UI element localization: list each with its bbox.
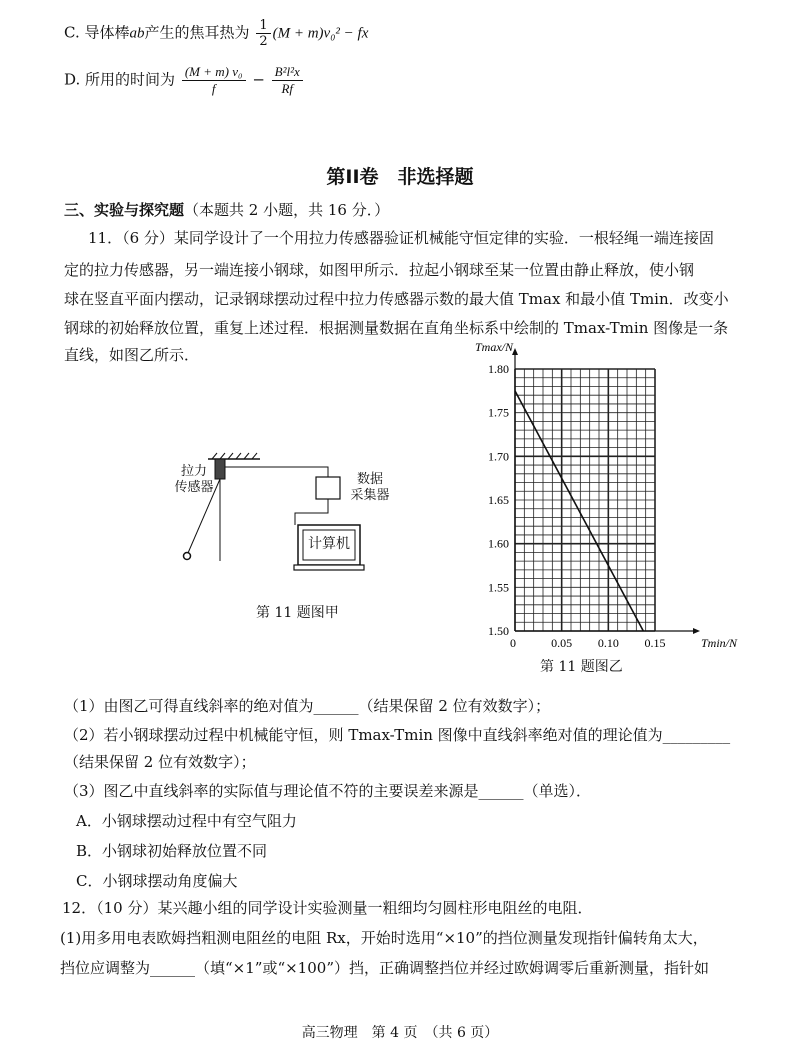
q12-line3: 挡位应调整为______（填“×1”或“×100”）挡，正确调整挡位并经过欧姆调零后重新测量，指针如: [60, 959, 709, 977]
option-d-frac2-num: B²l²x: [272, 64, 303, 81]
option-c-text2: 产生的焦耳热为: [144, 23, 250, 42]
option-d-text: 所用的时间为: [85, 70, 176, 89]
series-line: [515, 391, 643, 631]
option-c-expr: (M + m)v₀² − fx: [272, 25, 369, 42]
q11-line4: 钢球的初始释放位置，重复上述过程．根据测量数据在直角坐标系中绘制的 Tmax-Tmin 图像是一条: [64, 319, 729, 337]
option-d-label: D.: [64, 70, 81, 89]
section3-heading-line: [64, 200, 389, 220]
option-d-frac1-den: f: [211, 81, 216, 96]
x-tick-label: 0: [510, 636, 516, 650]
steel-ball: [184, 553, 191, 560]
fig-b-caption: 第 11 题图乙: [540, 659, 623, 675]
option-c-var: ab: [129, 25, 145, 42]
sensor-label-line1: 拉力: [180, 464, 207, 479]
collector-cable: [295, 499, 328, 525]
q11-line3: 球在竖直平面内摆动，记录钢球摆动过程中拉力传感器示数的最大值 Tmax 和最小值 Tmin．改变小: [64, 290, 729, 308]
q11-sub2b: （结果保留 2 位有效数字）；: [64, 753, 256, 771]
y-tick-label: 1.60: [488, 536, 509, 551]
option-d: [64, 64, 305, 97]
option-c-text: 导体棒: [84, 23, 130, 42]
x-axis-arrow: [693, 628, 700, 634]
q11-sub2a: （2）若小钢球摆动过程中机械能守恒，则 Tmax-Tmin 图像中直线斜率绝对值的理论值为_________: [64, 726, 731, 744]
collector-label-line2: 采集器: [350, 488, 390, 503]
q11-line1: 11．（6 分）某同学设计了一个用拉力传感器验证机械能守恒定律的实验．一根轻绳一端连接固: [88, 229, 714, 247]
q11-option-a: A．小钢球摆动过程中有空气阻力: [76, 812, 297, 830]
computer-base: [294, 565, 364, 570]
option-d-minus: −: [252, 70, 265, 89]
x-axis-label: Tmin/N: [701, 636, 738, 650]
collector-label: [346, 472, 394, 504]
y-axis-label: Tmax/N: [475, 340, 514, 354]
q11-sub3: （3）图乙中直线斜率的实际值与理论值不符的主要误差来源是______（单选）．: [64, 782, 592, 800]
data-collector-box: [316, 477, 340, 499]
option-c-frac-num: 1: [256, 18, 270, 34]
sensor-cable: [225, 467, 328, 477]
option-d-frac1-num: (M + m) v₀: [182, 64, 246, 81]
y-tick-label: 1.80: [488, 362, 509, 376]
ceiling-hatch: [212, 453, 257, 459]
q12-line2: (1)用多用电表欧姆挡粗测电阻丝的电阻 Rx，开始时选用“×10”的挡位测量发现指针偏转角太大，: [60, 929, 708, 947]
sensor-label: [170, 464, 218, 496]
collector-label-line1: 数据: [356, 472, 383, 487]
computer-label: 计算机: [308, 536, 350, 552]
x-tick-label: 0.05: [551, 636, 573, 650]
y-tick-label: 1.70: [488, 449, 509, 464]
option-c-label: C.: [64, 23, 80, 42]
y-tick-label: 1.65: [488, 493, 509, 507]
q12-line1: 12．（10 分）某兴趣小组的同学设计实验测量一粗细均匀圆柱形电阻丝的电阻．: [62, 899, 593, 917]
option-d-frac2-den: Rf: [281, 81, 294, 96]
tmax-tmin-chart: [465, 338, 738, 668]
q11-sub1: （1）由图乙可得直线斜率的绝对值为______（结果保留 2 位有效数字）；: [64, 697, 551, 715]
option-c: [64, 18, 368, 49]
q11-option-c: C．小钢球摆动角度偏大: [76, 872, 238, 890]
page-footer: 高三物理 第 4 页 （共 6 页）: [301, 1025, 499, 1041]
sensor-label-line2: 传感器: [174, 480, 214, 495]
section-title: 第II卷 非选择题: [326, 166, 474, 188]
y-tick-label: 1.50: [488, 624, 509, 638]
y-tick-label: 1.55: [488, 580, 509, 595]
x-tick-label: 0.10: [597, 636, 619, 650]
option-c-frac-den: 2: [259, 34, 268, 49]
q11-line2: 定的拉力传感器，另一端连接小钢球，如图甲所示．拉起小钢球至某一位置由静止释放，使小钢: [64, 261, 695, 279]
x-tick-label: 0.15: [644, 636, 666, 650]
fig-a-caption: 第 11 题图甲: [256, 605, 339, 621]
section3-heading: 三、实验与探究题: [64, 201, 185, 219]
y-tick-label: 1.75: [488, 405, 509, 420]
section3-note: （本题共 2 小题，共 16 分．）: [184, 201, 390, 219]
q11-line5: 直线，如图乙所示．: [64, 346, 200, 364]
q11-option-b: B．小钢球初始释放位置不同: [76, 842, 268, 860]
